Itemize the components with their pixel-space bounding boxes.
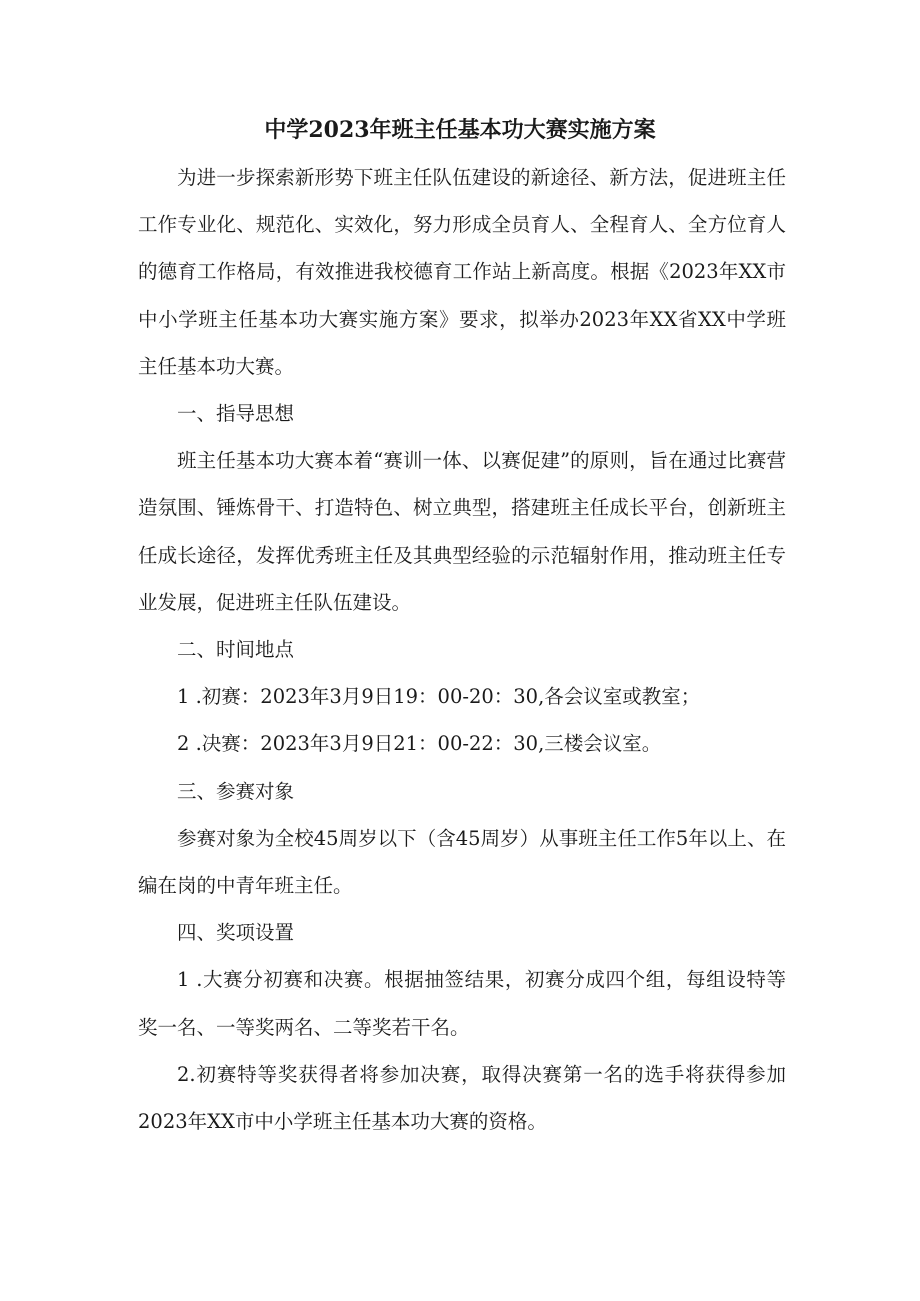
awards-item-2: 2.初赛特等奖获得者将参加决赛，取得决赛第一名的选手将获得参加2023年XX市中小学班主任基本功大赛的资格。 <box>138 1062 786 1134</box>
preliminary-round-item: 1 .初赛：2023年3月9日19：00-20：30,各会议室或教室； <box>177 685 701 709</box>
final-round-item: 2 .决赛：2023年3月9日21：00-22：30,三楼会议室。 <box>177 732 662 756</box>
section-heading-awards: 四、奖项设置 <box>177 921 295 945</box>
section-heading-participants: 三、参赛对象 <box>177 779 295 803</box>
section-heading-time-place: 二、时间地点 <box>177 638 295 662</box>
participants-paragraph: 参赛对象为全校45周岁以下（含45周岁）从事班主任工作5年以上、在编在岗的中青年班主任。 <box>138 826 786 898</box>
intro-paragraph: 为进一步探索新形势下班主任队伍建设的新途径、新方法，促进班主任工作专业化、规范化、实效化，努力形成全员育人、全程育人、全方位育人的德育工作格局，有效推进我校德育工作站上新高度。根据《2023年XX市中小学班主任基本功大赛实施方案》要求，拟举办2023年XX省XX中学班主任基本功大赛。 <box>138 166 786 378</box>
document-title: 中学2023年班主任基本功大赛实施方案 <box>264 117 656 143</box>
guiding-thought-paragraph: 班主任基本功大赛本着“赛训一体、以赛促建”的原则，旨在通过比赛营造氛围、锤炼骨干、打造特色、树立典型，搭建班主任成长平台，创新班主任成长途径，发挥优秀班主任及其典型经验的示范辐射作用，推动班主任专业发展，促进班主任队伍建设。 <box>138 449 786 614</box>
document-body <box>138 154 786 1145</box>
section-heading-guiding-thought: 一、指导思想 <box>177 402 295 426</box>
awards-item-1: 1 .大赛分初赛和决赛。根据抽签结果，初赛分成四个组，每组设特等奖一名、一等奖两名、二等奖若干名。 <box>138 968 786 1039</box>
